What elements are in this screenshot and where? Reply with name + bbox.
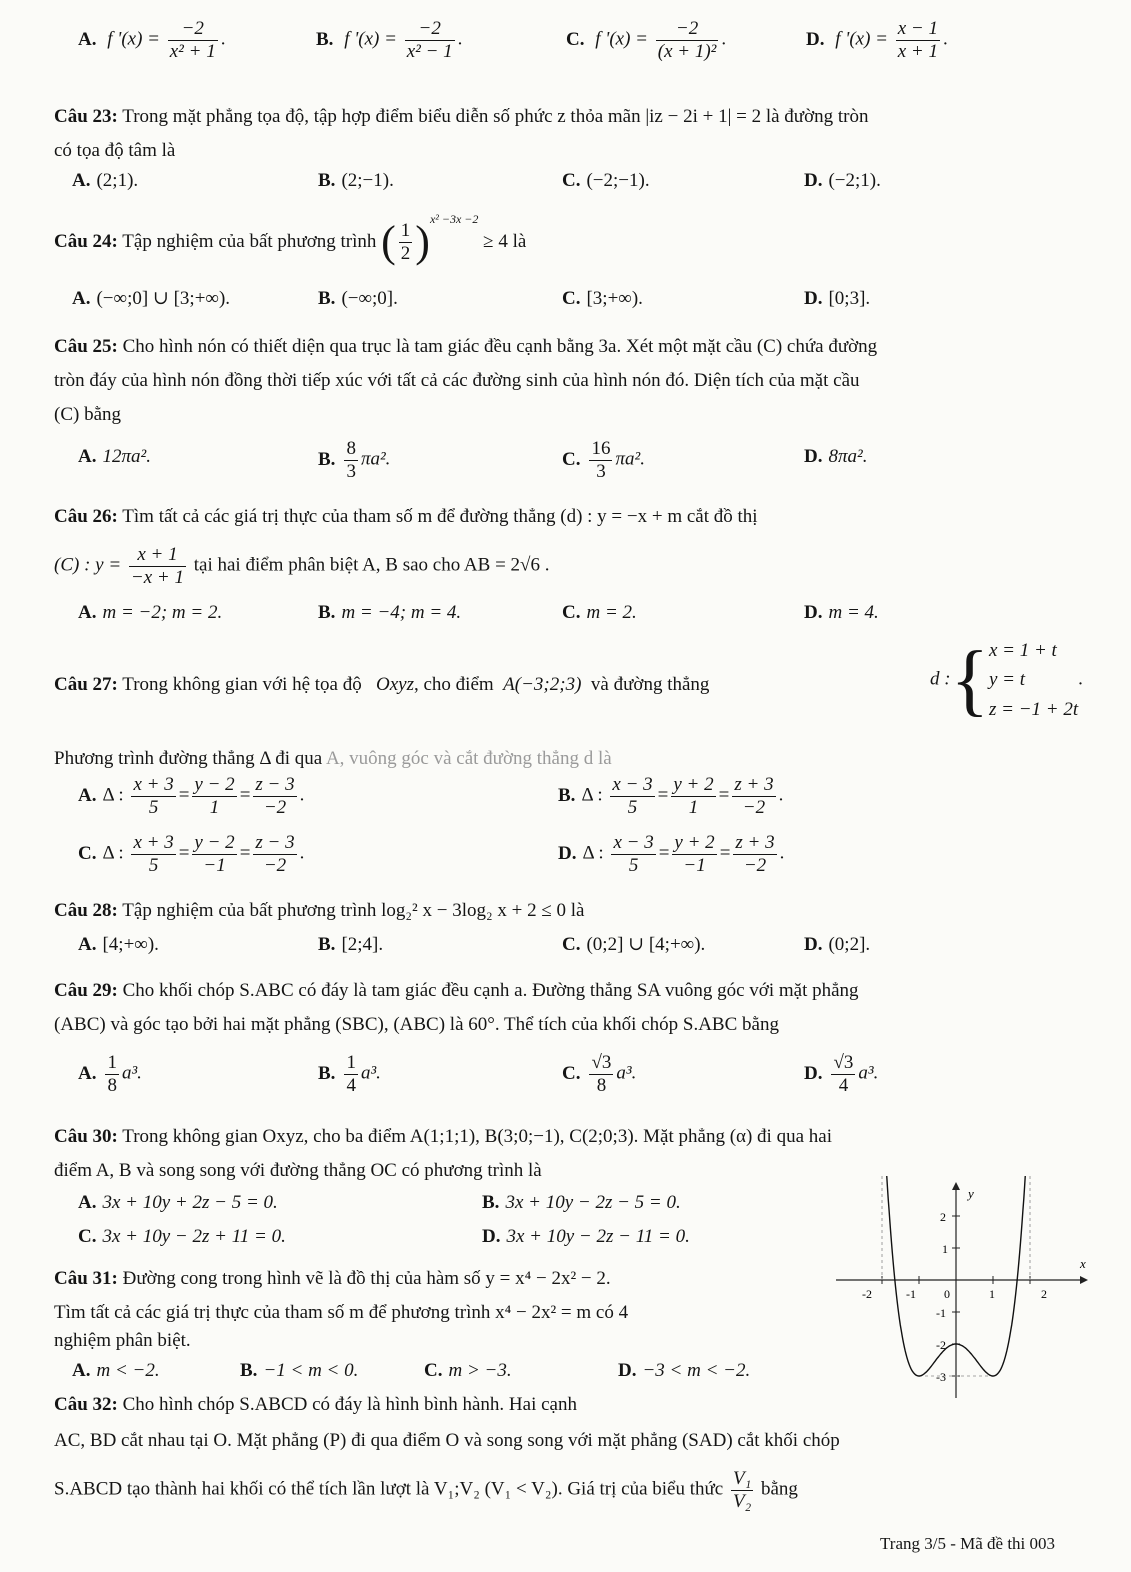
q25-stem-line1: Câu 25: Cho hình nón có thiết diện qua trục là tam giác đều cạnh bằng 3a. Xét một mặt cầu (C) chứa đường: [54, 336, 878, 357]
q28-option-b: B. [2;4].: [318, 934, 384, 955]
option-label: A.: [78, 28, 97, 50]
q22-option-b: B. f '(x) = $\frac{-2}{\text{x² − 1}}$ .: [316, 18, 463, 62]
q27-option-b: B. Δ : $\frac{x - 3}{5}$ = $\frac{y + 2}{1}$ = $\frac{z + 3}{-2}$ .: [558, 774, 784, 818]
q31-option-b: B. −1 < m < 0.: [240, 1360, 359, 1381]
q25-option-d: D. 8πa².: [804, 446, 868, 467]
q31-option-c: C. m > −3.: [424, 1360, 512, 1381]
q26-option-a: A. m = −2; m = 2.: [78, 602, 223, 623]
x-tick-label: -1: [906, 1287, 916, 1301]
q31-option-a: A. m < −2.: [72, 1360, 160, 1381]
q32-stem-line3: S.ABCD tạo thành hai khối có thể tích lần lượt là V₁;V₂ (V₁ < V₂). Giá trị của biểu thức $\frac{\text{V₁}}{\text{V₂}}$ bằng: [54, 1468, 798, 1512]
q23-option-c: C. (−2;−1).: [562, 170, 650, 191]
q26-option-c: C. m = 2.: [562, 602, 637, 623]
q26-stem-line1: Câu 26: Tìm tất cả các giá trị thực của tham số m để đường thẳng (d) : y = −x + m cắt đồ thị: [54, 506, 758, 527]
y-axis-label: y: [968, 1186, 974, 1201]
x-tick-label: 1: [989, 1287, 995, 1301]
y-tick-label: -3: [936, 1370, 946, 1384]
x-axis-arrow-icon: [1080, 1276, 1088, 1284]
q25-stem-line2: tròn đáy của hình nón đồng thời tiếp xúc với tất cả các đường sinh của hình nón đó. Diện tích của mặt cầu: [54, 370, 860, 391]
q23-option-b: B. (2;−1).: [318, 170, 394, 191]
q25-option-a: A. 12πa².: [78, 446, 151, 467]
q22-option-c: C. f '(x) = $\frac{-2}{\text{(x + 1)²}}$ .: [566, 18, 727, 62]
q31-option-d: D. −3 < m < −2.: [618, 1360, 751, 1381]
q29-stem-line2: (ABC) và góc tạo bởi hai mặt phẳng (SBC), (ABC) là 60°. Thể tích của khối chóp S.ABC bằng: [54, 1014, 779, 1035]
q30-option-c: C. 3x + 10y − 2z + 11 = 0.: [78, 1226, 286, 1247]
q29-stem-line1: Câu 29: Cho khối chóp S.ABC có đáy là tam giác đều cạnh a. Đường thẳng SA vuông góc với mặt phẳng: [54, 980, 859, 1001]
x-tick-label: 0: [944, 1287, 950, 1301]
q27-option-c: C. Δ : $\frac{x + 3}{5}$ = $\frac{y - 2}{-1}$ = $\frac{z - 3}{-2}$ .: [78, 832, 305, 876]
q32-stem-line1: Câu 32: Cho hình chóp S.ABCD có đáy là hình bình hành. Hai cạnh: [54, 1394, 577, 1415]
q23-stem-line2: có tọa độ tâm là: [54, 140, 176, 161]
x-tick-label: -2: [862, 1287, 872, 1301]
q28-stem: Câu 28: Tập nghiệm của bất phương trình log₂² x − 3log₂ x + 2 ≤ 0 là: [54, 900, 585, 921]
page-footer: Trang 3/5 - Mã đề thi 003: [880, 1534, 1056, 1553]
q31-stem-line1: Câu 31: Đường cong trong hình vẽ là đồ thị của hàm số y = x⁴ − 2x² − 2.: [54, 1268, 611, 1289]
q24-option-d: D. [0;3].: [804, 288, 871, 309]
function-graph: [836, 1176, 1092, 1400]
y-tick-label: -1: [936, 1306, 946, 1320]
q29-option-b: B. $\frac{1}{4}$ a³.: [318, 1052, 381, 1096]
q24-option-a: A. (−∞;0] ∪ [3;+∞).: [72, 288, 231, 309]
q26-option-d: D. m = 4.: [804, 602, 879, 623]
q23-option-a: A. (2;1).: [72, 170, 139, 191]
q31-stem-line3: nghiệm phân biệt.: [54, 1330, 191, 1351]
option-label: B.: [316, 28, 334, 50]
q24-stem: Câu 24: Tập nghiệm của bất phương trình ( $\frac{1}{2}$ )$^{x^2 -3x -2}$ ≥ 4 là: [54, 212, 527, 267]
q23-option-d: D. (−2;1).: [804, 170, 881, 191]
option-label: C.: [566, 28, 585, 50]
q29-option-c: C. $\frac{√3}{8}$ a³.: [562, 1052, 637, 1096]
q26-stem-line2: (C) : y = $\frac{x + 1}{-x + 1}$ tại hai điểm phân biệt A, B sao cho AB = 2√6 .: [54, 544, 550, 588]
q23-stem-line1: Câu 23: Trong mặt phẳng tọa độ, tập hợp điểm biểu diễn số phức z thỏa mãn |iz − 2i + 1| = 2 là đường tròn: [54, 106, 869, 127]
q28-option-c: C. (0;2] ∪ [4;+∞).: [562, 934, 706, 955]
q27-line-system: d :{ x = 1 + t y = t z = −1 + 2t .: [930, 636, 1083, 725]
q27-option-a: A. Δ : $\frac{x + 3}{5}$ = $\frac{y - 2}{1}$ = $\frac{z - 3}{-2}$ .: [78, 774, 305, 818]
q32-stem-line2: AC, BD cắt nhau tại O. Mặt phẳng (P) đi qua điểm O và song song với mặt phẳng (SAD) cắt khối chóp: [54, 1430, 840, 1451]
q31-stem-line2: Tìm tất cả các giá trị thực của tham số m để phương trình x⁴ − 2x² = m có 4: [54, 1302, 629, 1323]
q29-option-a: A. $\frac{1}{8}$ a³.: [78, 1052, 142, 1096]
q30-option-a: A. 3x + 10y + 2z − 5 = 0.: [78, 1192, 278, 1213]
q27-stem: Câu 27: Trong không gian với hệ tọa độ Oxyz, cho điểm A(−3;2;3) và đường thẳng: [54, 674, 710, 695]
q22-option-a: A. f '(x) = $\frac{-2}{\text{x² + 1}}$ .: [78, 18, 226, 62]
q25-stem-line3: (C) bằng: [54, 404, 122, 425]
question-number: Câu 24:: [54, 231, 118, 252]
y-tick-label: 2: [940, 1210, 946, 1224]
y-tick-label: 1: [942, 1242, 948, 1256]
q25-option-c: C. $\frac{16}{3}$ πa².: [562, 438, 645, 482]
q24-option-c: C. [3;+∞).: [562, 288, 643, 309]
q27-option-d: D. Δ : $\frac{x - 3}{5}$ = $\frac{y + 2}{-1}$ = $\frac{z + 3}{-2}$ .: [558, 832, 785, 876]
q25-option-b: B. $\frac{8}{3}$ πa².: [318, 438, 391, 482]
q22-option-d: D. f '(x) = $\frac{x - 1}{x + 1}$ .: [806, 18, 948, 62]
x-axis-label: x: [1080, 1256, 1086, 1271]
q30-option-d: D. 3x + 10y − 2z − 11 = 0.: [482, 1226, 690, 1247]
q30-stem-line2: điểm A, B và song song với đường thẳng OC có phương trình là: [54, 1160, 542, 1181]
q30-option-b: B. 3x + 10y − 2z − 5 = 0.: [482, 1192, 681, 1213]
x-tick-label: 2: [1041, 1287, 1047, 1301]
q28-option-a: A. [4;+∞).: [78, 934, 159, 955]
q28-option-d: D. (0;2].: [804, 934, 871, 955]
y-tick-label: -2: [936, 1338, 946, 1352]
q30-stem-line1: Câu 30: Trong không gian Oxyz, cho ba điểm A(1;1;1), B(3;0;−1), C(2;0;3). Mặt phẳng (α) đi qua hai: [54, 1126, 832, 1147]
q27-stem-line2: Phương trình đường thẳng Δ đi qua A, vuông góc và cắt đường thẳng d là: [54, 748, 612, 769]
y-axis-arrow-icon: [952, 1182, 960, 1190]
q29-option-d: D. $\frac{√3}{4}$ a³.: [804, 1052, 879, 1096]
q26-option-b: B. m = −4; m = 4.: [318, 602, 462, 623]
question-number: Câu 23:: [54, 106, 118, 127]
q24-option-b: B. (−∞;0].: [318, 288, 398, 309]
option-label: D.: [806, 28, 825, 50]
